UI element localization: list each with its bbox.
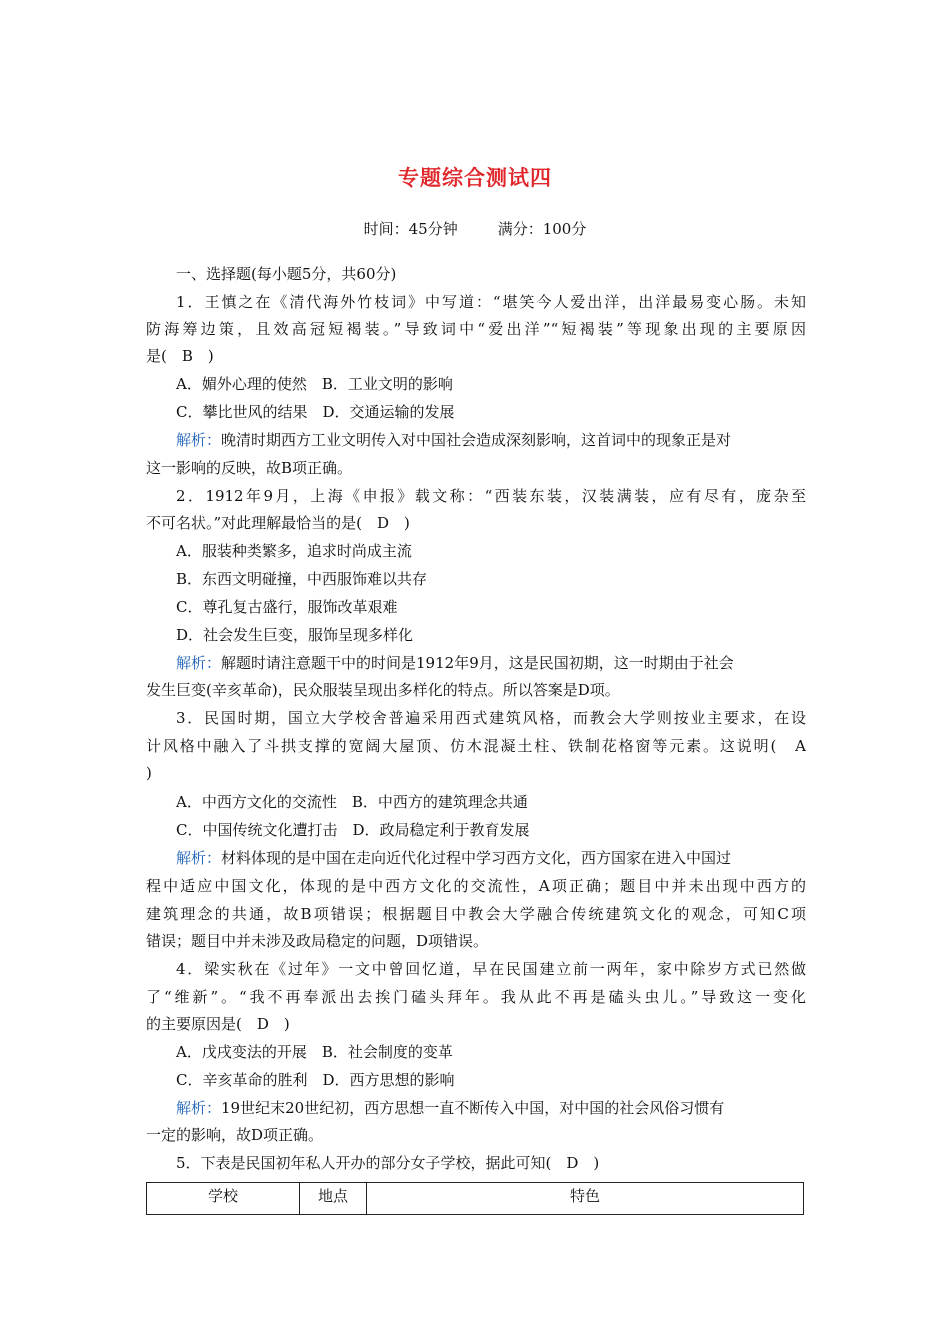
question-text: 3．民国时期，国立大学校舍普遍采用西式建筑风格，而教会大学则按业主要求，在设: [176, 709, 806, 727]
table-header-cell: 学校: [147, 1183, 300, 1215]
option-line: D．社会发生巨变，服饰呈现多样化: [176, 626, 414, 644]
analysis-text: 解题时请注意题干中的时间是1912年9月，这是民国初期，这一时期由于社会: [221, 654, 734, 672]
question-text: 2．1912年9月，上海《申报》载文称：“西装东装，汉装满装，应有尽有，庞杂至: [176, 487, 806, 505]
analysis-line: [176, 430, 806, 450]
analysis-text: 错误；题目中并未涉及政局稳定的问题，D项错误。: [146, 932, 489, 950]
table-header-cell: 地点: [300, 1183, 367, 1215]
question-text: 了“维新”。“我不再奉派出去挨门磕头拜年。我从此不再是磕头虫儿。”导致这一变化: [146, 988, 806, 1006]
question-text: 1．王慎之在《清代海外竹枝词》中写道：“堪笑今人爱出洋，出洋最易变心肠。未知: [176, 293, 806, 311]
option-line: A．服装种类繁多，追求时尚成主流: [176, 542, 412, 560]
analysis-text: 材料体现的是中国在走向近代化过程中学习西方文化，西方国家在进入中国过: [221, 849, 732, 867]
section-heading: 一、选择题(每小题5分，共60分): [176, 265, 397, 283]
option-line: A．戊戌变法的开展 B．社会制度的变革: [176, 1043, 453, 1061]
option-line: A．媚外心理的使然 B．工业文明的影响: [176, 375, 453, 393]
analysis-label: 解析：: [176, 849, 222, 867]
analysis-label: 解析：: [176, 654, 222, 672]
analysis-text: 发生巨变(辛亥革命)，民众服装呈现出多样化的特点。所以答案是D项。: [146, 681, 620, 699]
option-line: B．东西文明碰撞，中西服饰难以共存: [176, 570, 428, 588]
table-header-cell: 特色: [367, 1183, 804, 1215]
analysis-text: 晚清时期西方工业文明传入对中国社会造成深刻影响，这首词中的现象正是对: [221, 431, 732, 449]
analysis-line: [176, 1098, 806, 1118]
question-text: 4．梁实秋在《过年》一文中曾回忆道，早在民国建立前一两年，家中除岁方式已然做: [176, 960, 806, 978]
analysis-text: 一定的影响，故D项正确。: [146, 1126, 324, 1144]
question-text: 不可名状。”对此理解最恰当的是( D ): [146, 514, 410, 532]
schools-table: [146, 1182, 804, 1215]
question-text: 的主要原因是( D ): [146, 1015, 290, 1033]
analysis-text: 19世纪末20世纪初，西方思想一直不断传入中国，对中国的社会风俗习惯有: [221, 1099, 725, 1117]
analysis-label: 解析：: [176, 431, 222, 449]
analysis-line: [176, 848, 806, 868]
analysis-line: [176, 653, 806, 673]
table-header-row: [147, 1183, 804, 1215]
time-limit: 时间：45分钟: [363, 220, 458, 238]
full-score: 满分：100分: [497, 220, 587, 238]
option-line: C．辛亥革命的胜利 D．西方思想的影响: [176, 1071, 455, 1089]
question-text: 防海筹边策，且效高冠短褐装。”导致词中“爱出洋”“短褐装”等现象出现的主要原因: [146, 320, 806, 338]
analysis-text: 建筑理念的共通，故B项错误；根据题目中教会大学融合传统建筑文化的观念，可知C项: [146, 905, 806, 923]
option-line: C．攀比世风的结果 D．交通运输的发展: [176, 403, 455, 421]
page-title: 专题综合测试四: [398, 165, 552, 190]
option-line: C．尊孔复古盛行，服饰改革艰难: [176, 598, 398, 616]
question-text: 5．下表是民国初年私人开办的部分女子学校，据此可知( D ): [176, 1154, 600, 1172]
option-line: A．中西方文化的交流性 B．中西方的建筑理念共通: [176, 793, 528, 811]
analysis-text: 这一影响的反映，故B项正确。: [146, 459, 353, 477]
question-text: 计风格中融入了斗拱支撑的宽阔大屋顶、仿木混凝土柱、铁制花格窗等元素。这说明( A: [146, 737, 806, 755]
analysis-text: 程中适应中国文化，体现的是中西方文化的交流性，A项正确；题目中并未出现中西方的: [146, 877, 806, 895]
analysis-label: 解析：: [176, 1099, 222, 1117]
option-line: C．中国传统文化遭打击 D．政局稳定利于教育发展: [176, 821, 530, 839]
exam-meta: [0, 218, 950, 239]
question-text: 是( B ): [146, 347, 214, 365]
question-text: ): [146, 764, 152, 782]
